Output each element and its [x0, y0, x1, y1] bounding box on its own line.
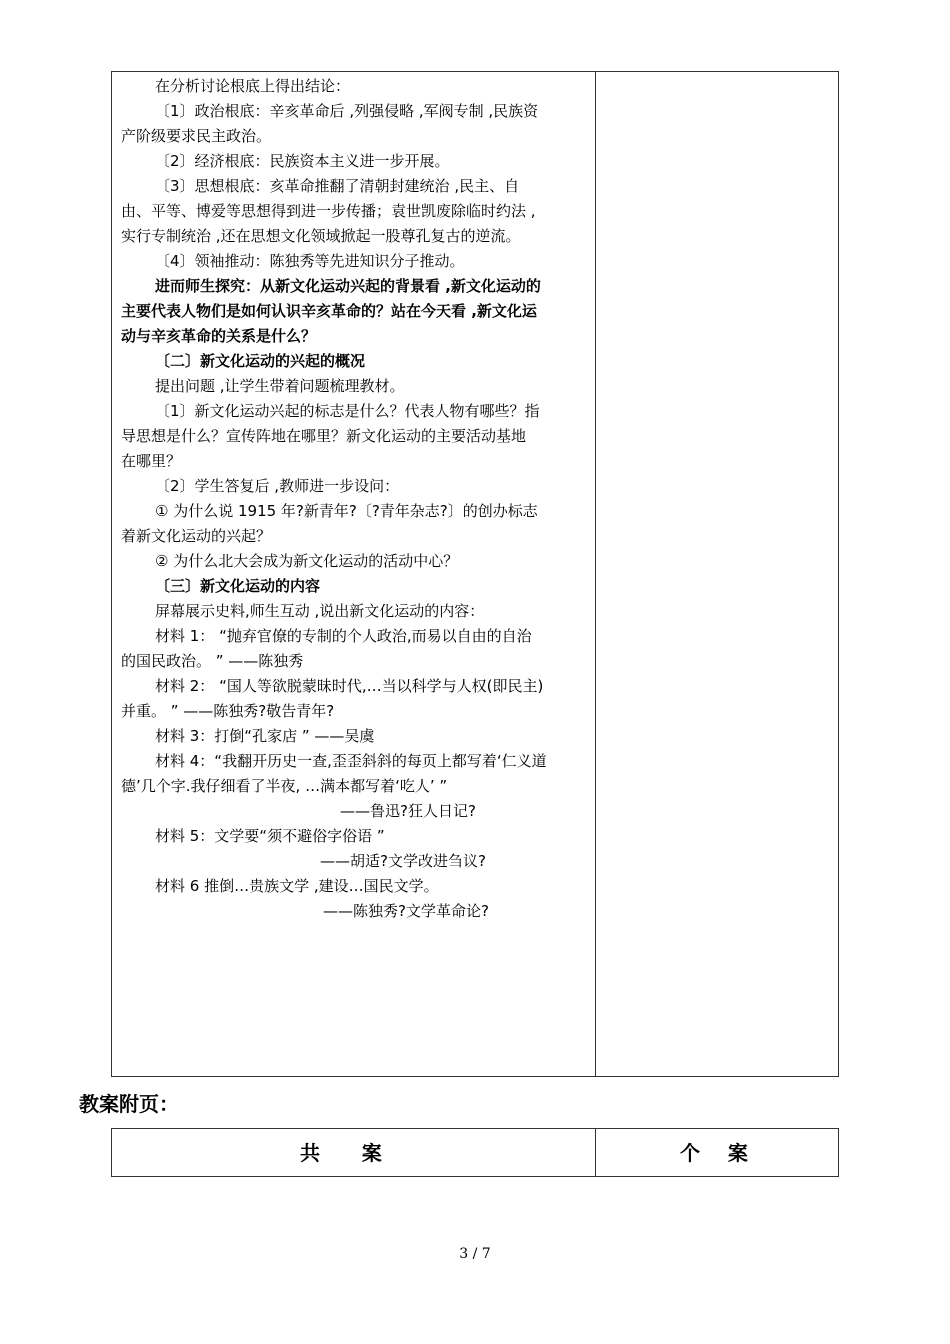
appendix-table	[111, 1128, 839, 1177]
conclusion-intro: 在分析讨论根底上得出结论：	[155, 77, 351, 95]
material-1-line-2: 的国民政治。 ” ——陈独秀	[121, 652, 304, 670]
ideological-basis-line-1: 〔3〕思想根底：亥革命推翻了清朝封建统治 ,民主、自	[155, 177, 520, 195]
material-6-source: ——陈独秀?文学革命论?	[323, 902, 489, 920]
question-1-line-1: 〔1〕新文化运动兴起的标志是什么？代表人物有哪些？指	[155, 402, 540, 420]
material-3: 材料 3：打倒“孔家店 ” ——吴虞	[155, 727, 375, 745]
material-6: 材料 6 推倒…贵族文学 ,建设…国民文学。	[155, 877, 439, 895]
political-basis-line-2: 产阶级要求民主政治。	[121, 127, 272, 145]
sub-question-2: ② 为什么北大会成为新文化运动的活动中心？	[155, 552, 459, 570]
sub-question-1-line-2: 着新文化运动的兴起？	[121, 527, 272, 545]
column-divider	[595, 1129, 596, 1176]
appendix-title: 教案附页：	[79, 1092, 179, 1116]
shared-plan-header: 共 案	[300, 1141, 382, 1165]
pose-questions: 提出问题 ,让学生带着问题梳理教材。	[155, 377, 405, 395]
material-1-line-1: 材料 1： “抛弃官僚的专制的个人政治,而易以自由的自治	[155, 627, 532, 645]
material-4-line-2: 德’几个字.我仔细看了半夜, …满本都写着‘吃人’ ”	[121, 777, 448, 795]
material-4-line-1: 材料 4：“我翻开历史一查,歪歪斜斜的每页上都写着‘仁义道	[155, 752, 547, 770]
material-5-source: ——胡适?文学改进刍议?	[320, 852, 486, 870]
section-heading-content: 〔三〕新文化运动的内容	[155, 577, 321, 595]
question-2: 〔2〕学生答复后 ,教师进一步设问：	[155, 477, 400, 495]
screen-display-intro: 屏幕展示史料,师生互动 ,说出新文化运动的内容：	[155, 602, 485, 620]
ideological-basis-line-3: 实行专制统治 ,还在思想文化领域掀起一股尊孔复古的逆流。	[121, 227, 521, 245]
column-divider	[595, 72, 596, 1076]
material-2-line-2: 并重。 ” ——陈独秀?敬告青年?	[121, 702, 335, 720]
sub-question-1-line-1: ① 为什么说 1915 年?新青年?〔?青年杂志?〕的创办标志	[155, 502, 538, 520]
material-5: 材料 5：文学要“须不避俗字俗语 ”	[155, 827, 385, 845]
political-basis-line-1: 〔1〕政治根底：辛亥革命后 ,列强侵略 ,军阀专制 ,民族资	[155, 102, 539, 120]
economic-basis: 〔2〕经济根底：民族资本主义进一步开展。	[155, 152, 450, 170]
inquiry-question-line-1: 进而师生探究：从新文化运动兴起的背景看 ,新文化运动的	[155, 277, 541, 295]
section-heading-overview: 〔二〕新文化运动的兴起的概况	[155, 352, 366, 370]
lesson-plan-table	[111, 71, 839, 1077]
question-1-line-2: 导思想是什么？宣传阵地在哪里？新文化运动的主要活动基地	[121, 427, 527, 445]
ideological-basis-line-2: 由、平等、博爱等思想得到进一步传播；袁世凯废除临时约法 ,	[121, 202, 536, 220]
inquiry-question-line-2: 主要代表人物们是如何认识辛亥革命的？站在今天看 ,新文化运	[121, 302, 537, 320]
material-2-line-1: 材料 2： “国人等欲脱蒙昧时代,…当以科学与人权(即民主)	[155, 677, 544, 695]
leadership-push: 〔4〕领袖推动：陈独秀等先进知识分子推动。	[155, 252, 465, 270]
individual-plan-header: 个 案	[680, 1141, 748, 1165]
material-4-source: ——鲁迅?狂人日记?	[340, 802, 476, 820]
inquiry-question-line-3: 动与辛亥革命的关系是什么？	[121, 327, 317, 345]
question-1-line-3: 在哪里？	[121, 452, 182, 470]
page-number: 3 / 7	[459, 1246, 491, 1262]
